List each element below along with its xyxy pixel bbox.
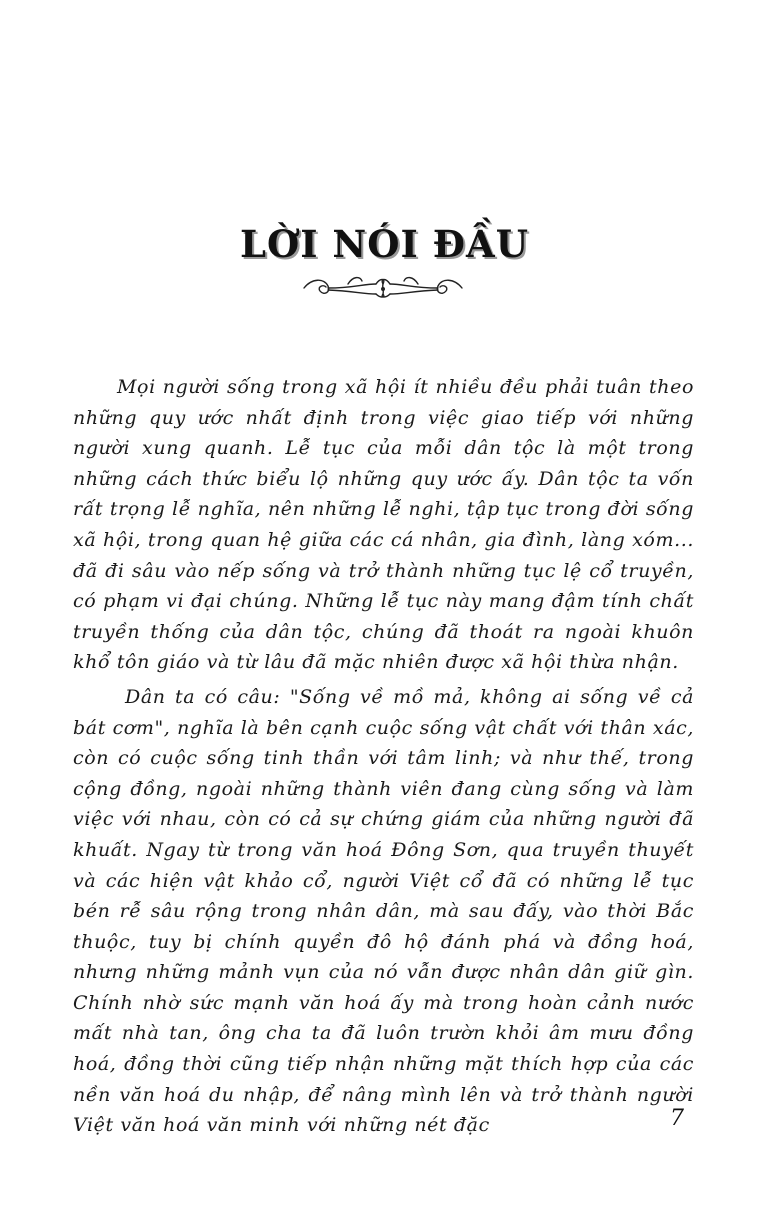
paragraph: Dân ta có câu: "Sống về mồ mả, không ai sống về cả bát cơm", nghĩa là bên cạnh cuộc sống vật chất với thân xác, còn có cuộc sống tinh thần với tâm linh; và như thế, trong cộng đồng, ngoài những thành viên đang cùng sống và làm việc với nhau, còn có cả sự chứng giám của những người đã khuất. Ngay từ trong văn hoá Đông Sơn, qua truyền thuyết và các hiện vật khảo cổ, người Việt cổ đã có những lễ tục bén rễ sâu rộng trong nhân dân, mà sau đấy, vào thời Bắc thuộc, tuy bị chính quyền đô hộ đánh phá và đồng hoá, nhưng những mảnh vụn của nó vẫn được nhân dân giữ gìn. Chính nhờ sức mạnh văn hoá ấy mà trong hoàn cảnh nước mất nhà tan, ông cha ta đã luôn trườn khỏi âm mưu đồng hoá, đồng thời cũng tiếp nhận những mặt thích hợp của các nền văn hoá du nhập, để nâng mình lên và trở thành người Việt văn hoá văn minh với những nét đặc bbox=[73, 685, 695, 1137]
page-number: 7 bbox=[670, 1106, 684, 1131]
page-title: LỜI NÓI ĐẦU bbox=[240, 222, 529, 266]
body-text bbox=[73, 372, 694, 1145]
decorative-flourish-icon bbox=[298, 272, 468, 304]
paragraph: Mọi người sống trong xã hội ít nhiều đều phải tuân theo những quy ước nhất định trong việc giao tiếp với những người xung quanh. Lễ tục của mỗi dân tộc là một trong những cách thức biểu lộ những quy ước ấy. Dân tộc ta vốn rất trọng lễ nghĩa, nên những lễ nghi, tập tục trong đời sống xã hội, trong quan hệ giữa các cá nhân, gia đình, làng xóm... đã đi sâu vào nếp sống và trở thành những tục lệ cổ truyền, có phạm vi đại chúng. Những lễ tục này mang đậm tính chất truyền thống của dân tộc, chúng đã thoát ra ngoài khuôn khổ tôn giáo và từ lâu đã mặc nhiên được xã hội thừa nhận. bbox=[73, 376, 694, 674]
